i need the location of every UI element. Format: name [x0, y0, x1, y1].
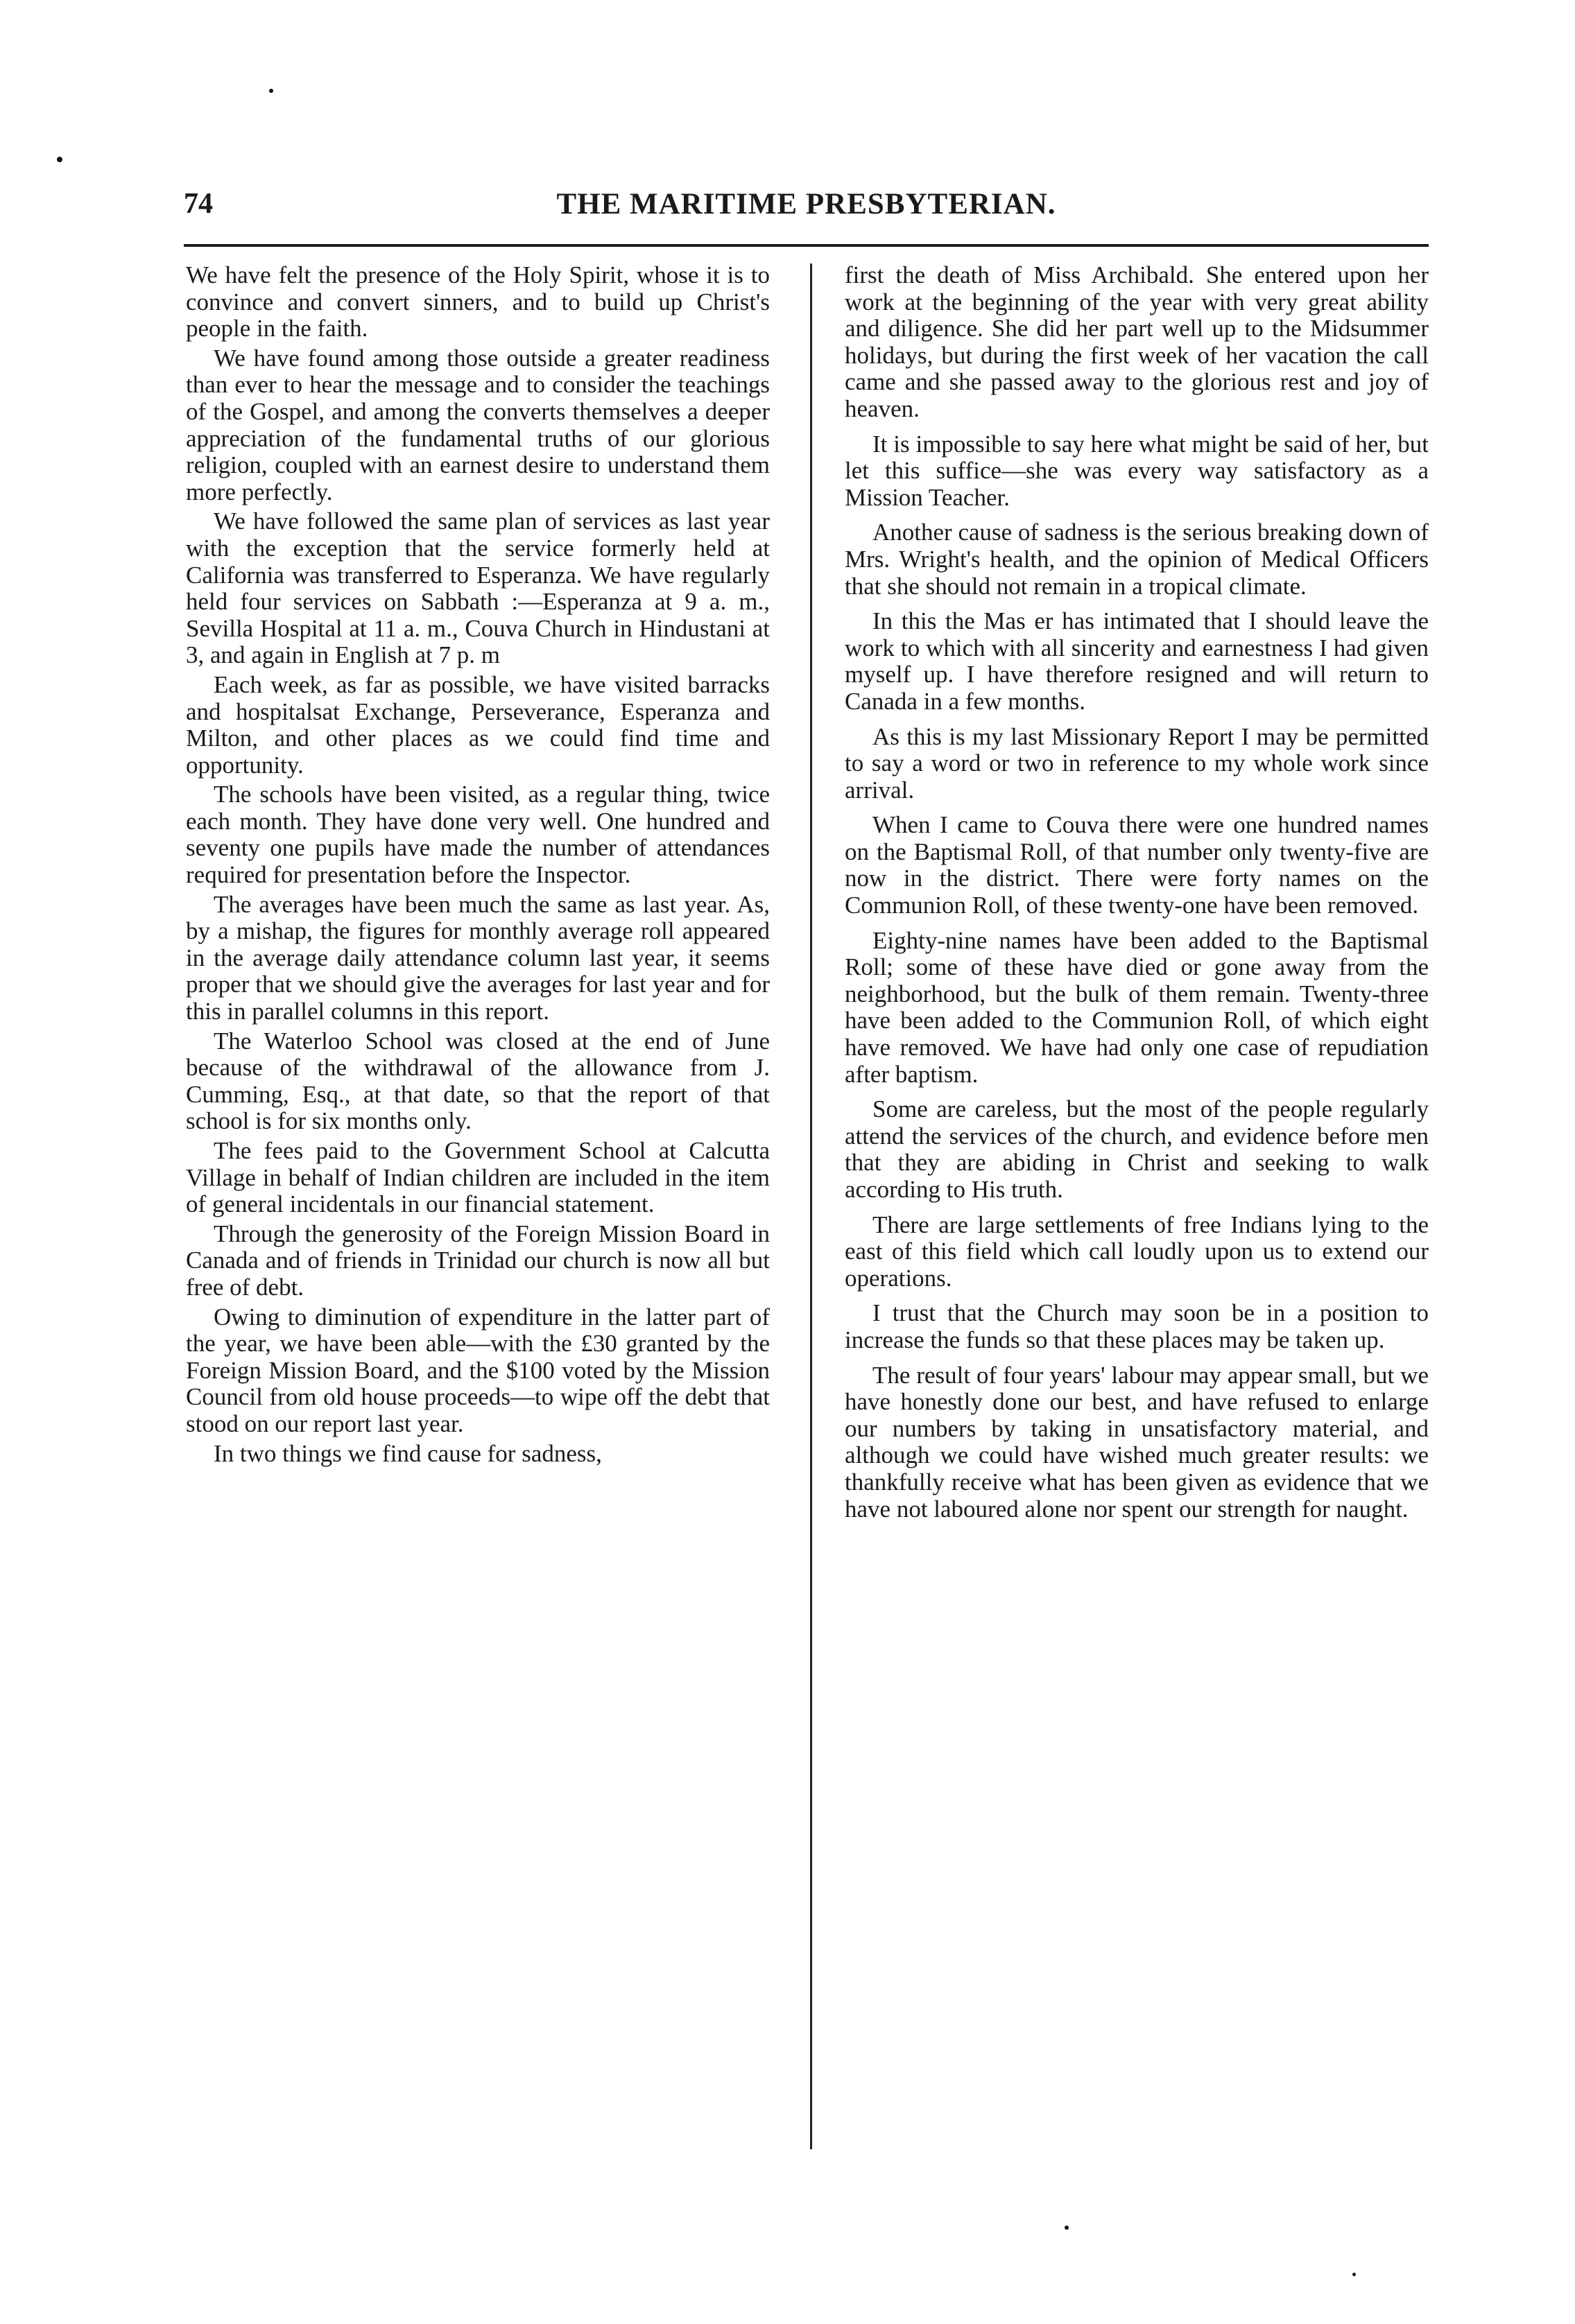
paragraph: The fees paid to the Government School at Calcutta Village in behalf of Indian children are included in the item of general incidentals in our financial statement.	[186, 1137, 770, 1218]
left-column	[186, 262, 770, 2169]
paragraph: We have found among those outside a greater readiness than ever to hear the message and to consider the teachings of the Gospel, and among the converts themselves a deeper appreciation of the fundamental truths of our glorious religion, coupled with an earnest desire to understand them more perfectly.	[186, 344, 770, 505]
paragraph: The schools have been visited, as a regular thing, twice each month. They have done very well. One hundred and seventy one pupils have made the number of attendances required for presentation before the Inspector.	[186, 781, 770, 889]
paragraph: We have followed the same plan of services as last year with the exception that the service formerly held at California was transferred to Esperanza. We have regularly held four services on Sabbath :—Esperanza at 9 a. m., Sevilla Hospital at 11 a. m., Couva Church in Hindustani at 3, and again in English at 7 p. m	[186, 508, 770, 669]
column-divider	[810, 263, 812, 2149]
paragraph: Each week, as far as possible, we have visited barracks and hospitalsat Exchange, Perseverance, Esperanza and Milton, and other places as we could find time and opportunity.	[186, 670, 770, 779]
paragraph: The result of four years' labour may appear small, but we have honestly done our best, and have refused to enlarge our numbers by taking in unsatisfactory material, and although we could have wished much greater results: we thankfully receive what has been given as evidence that we have not laboured alone nor spent our strength for naught.	[845, 1361, 1429, 1523]
paragraph: Through the generosity of the Foreign Mission Board in Canada and of friends in Trinidad our church is now all but free of debt.	[186, 1220, 770, 1301]
paragraph: As this is my last Missionary Report I may be permitted to say a word or two in reference to my whole work since arrival.	[845, 722, 1429, 804]
paragraph: There are large settlements of free Indians lying to the east of this field which call loudly upon us to extend our operations.	[845, 1211, 1429, 1292]
paragraph: In this the Mas er has intimated that I should leave the work to which with all sincerity and earnestness I had given myself up. I have therefore resigned and will return to Canada in a few months.	[845, 607, 1429, 715]
paragraph: Another cause of sadness is the serious breaking down of Mrs. Wright's health, and the opinion of Medical Officers that she should not remain in a tropical climate.	[845, 519, 1429, 600]
running-title: THE MARITIME PRESBYTERIAN.	[556, 188, 1056, 220]
paragraph-continued: first the death of Miss Archibald. She entered upon her work at the beginning of the year with very great ability and diligence. She did her part well up to the Midsummer holidays, but during the first week of her vacation the call came and she passed away to the glorious rest and joy of heaven.	[845, 262, 1429, 422]
header-rule	[184, 244, 1429, 247]
scan-speck	[1065, 2226, 1069, 2230]
right-column	[845, 262, 1429, 2169]
paragraph: Some are careless, but the most of the people regularly attend the services of the church, and evidence before men that they are abiding in Christ and seeking to walk according to His truth.	[845, 1095, 1429, 1203]
paragraph: When I came to Couva there were one hundred names on the Baptismal Roll, of that number only twenty-five are now in the district. There were forty names on the Communion Roll, of these twenty-one have been removed.	[845, 811, 1429, 919]
paragraph: It is impossible to say here what might be said of her, but let this suffice—she was every way satisfactory as a Mission Teacher.	[845, 430, 1429, 511]
scan-speck	[1352, 2273, 1356, 2276]
paragraph: I trust that the Church may soon be in a position to increase the funds so that these places may be taken up.	[845, 1299, 1429, 1353]
paragraph: Eighty-nine names have been added to the Baptismal Roll; some of these have died or gone away from the neighborhood, but the bulk of them remain. Twenty-three have been added to the Communion Roll, of which eight have removed. We have had only one case of repudiation after baptism.	[845, 926, 1429, 1088]
scan-speck	[57, 157, 62, 162]
paragraph: Owing to diminution of expenditure in the latter part of the year, we have been able—with the £30 granted by the Foreign Mission Board, and the $100 voted by the Mission Council from old house proceeds—to wipe off the debt that stood on our report last year.	[186, 1303, 770, 1437]
paragraph: In two things we find cause for sadness,	[214, 1439, 602, 1467]
paragraph: We have felt the presence of the Holy Spirit, whose it is to convince and convert sinners, and to build up Christ's people in the faith.	[186, 262, 770, 342]
scan-speck	[269, 89, 273, 93]
paragraph: The averages have been much the same as last year. As, by a mishap, the figures for monthly average roll appeared in the average daily attendance column last year, it seems proper that we should give the averages for last year and for this in parallel columns in this report.	[186, 890, 770, 1025]
paragraph: The Waterloo School was closed at the end of June because of the withdrawal of the allowance from J. Cumming, Esq., at that date, so that the report of that school is for six months only.	[186, 1027, 770, 1135]
page-header	[184, 187, 1429, 229]
page-number: 74	[184, 188, 213, 220]
